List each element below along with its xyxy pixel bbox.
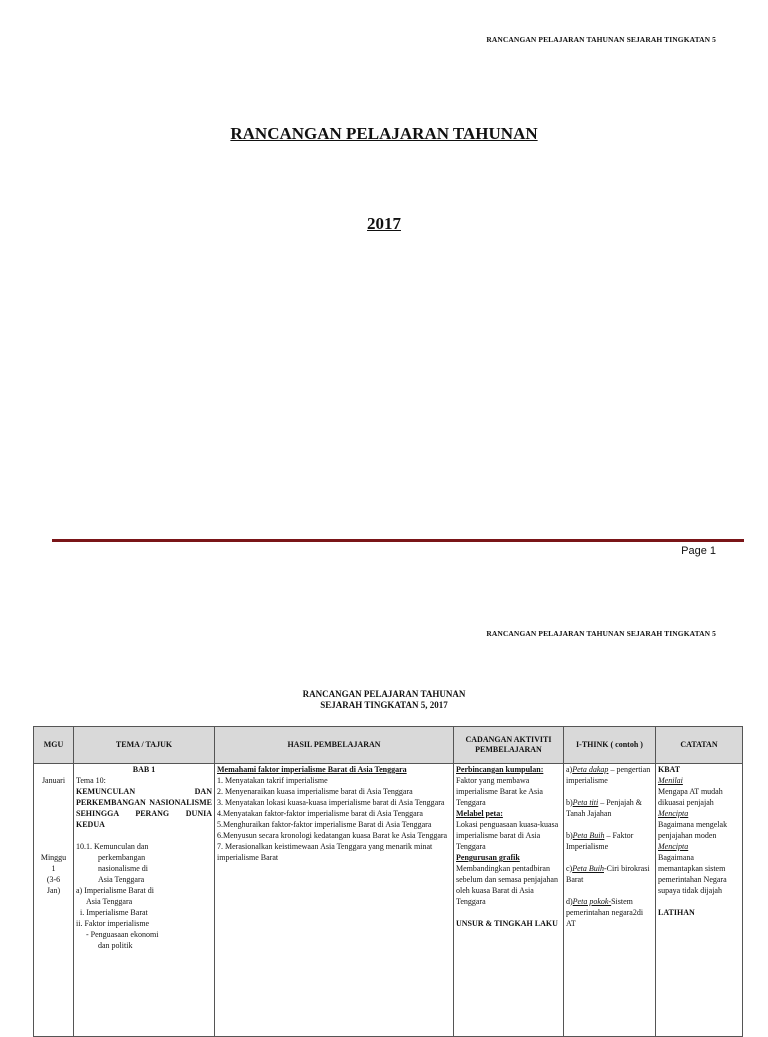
lesson-plan-table — [33, 726, 743, 1037]
col-header-mgu: MGU — [34, 727, 74, 764]
mencipta-label: Mencipta — [658, 809, 689, 818]
hasil-item: 1. Menyatakan takrif imperialisme — [217, 776, 328, 785]
week-label: Minggu — [40, 853, 67, 862]
cell-hasil — [215, 764, 454, 1037]
ithink-c: c)Peta Buih-Ciri birokrasi Barat — [566, 864, 650, 884]
aktiviti-heading-1: Perbincangan kumpulan: — [456, 765, 544, 774]
week-number: 1 — [51, 864, 56, 873]
hasil-heading: Memahami faktor imperialisme Barat di Asia Tenggara — [217, 765, 407, 774]
menilai-label: Menilai — [658, 776, 683, 785]
table-row — [34, 764, 743, 1037]
catatan-text-3: Bagaimana memantapkan sistem pemerintahan Negara supaya tidak dijajah — [658, 853, 727, 895]
year-title: 2017 — [367, 214, 401, 233]
footer-rule — [52, 539, 744, 542]
aktiviti-heading-3: Pengurusan grafik — [456, 853, 520, 862]
running-header-2: RANCANGAN PELAJARAN TAHUNAN SEJARAH TINGKATAN 5 — [486, 629, 716, 638]
month-label: Januari — [41, 776, 66, 785]
cell-aktiviti — [454, 764, 564, 1037]
subtopic-number: 10.1. Kemunculan dan — [76, 842, 149, 851]
catatan-text-2: Bagaimana mengelak penjajahan moden — [658, 820, 728, 840]
cell-catatan — [656, 764, 743, 1037]
hasil-item: 2. Menyenaraikan kuasa imperialisme barat di Asia Tenggara — [217, 787, 413, 796]
week-dates-2: Jan) — [46, 886, 61, 895]
latihan-label: LATIHAN — [658, 908, 695, 917]
doc-title-line-1: RANCANGAN PELAJARAN TAHUNAN — [302, 689, 466, 699]
subtopic-line-3: nasionalisme di — [98, 864, 148, 873]
mencipta-label-2: Mencipta — [658, 842, 689, 851]
aktiviti-text-1: Faktor yang membawa imperialisme Barat ke Asia Tenggara — [456, 776, 543, 807]
tema-number: Tema 10: — [76, 776, 106, 785]
col-header-hasil: HASIL PEMBELAJARAN — [215, 727, 454, 764]
col-header-catatan: CATATAN — [656, 727, 743, 764]
tema-title: KEMUNCULAN DAN PERKEMBANGAN NASIONALISME SEHINGGA PERANG DUNIA KEDUA — [76, 787, 212, 829]
aktiviti-heading-4: UNSUR & TINGKAH LAKU — [456, 919, 558, 928]
kbat-label: KBAT — [658, 765, 681, 774]
table-header-row — [34, 727, 743, 764]
col-header-tema: TEMA / TAJUK — [74, 727, 215, 764]
page-number: Page 1 — [681, 545, 716, 557]
cell-mgu — [34, 764, 74, 1037]
ithink-d: d)Peta pokok-Sistem pemerintahan negara2di AT — [566, 897, 644, 928]
point-a: a) Imperialisme Barat di — [76, 886, 154, 895]
point-ii: ii. Faktor imperialisme — [76, 919, 150, 928]
hasil-item: 3. Menyatakan lokasi kuasa-kuasa imperialisme barat di Asia Tenggara — [217, 798, 445, 807]
ithink-b: b)Peta titi – Penjajah & Tanah Jajahan — [566, 798, 643, 818]
hasil-item: 6.Menyusun secara kronologi kedatangan kuasa Barat ke Asia Tenggara — [217, 831, 448, 840]
catatan-text-1: Mengapa AT mudah dikuasai penjajah — [658, 787, 723, 807]
week-dates: (3-6 — [46, 875, 61, 884]
page-title: RANCANGAN PELAJARAN TAHUNAN — [230, 124, 538, 143]
cell-tema — [74, 764, 215, 1037]
bab-label: BAB 1 — [132, 765, 156, 774]
aktiviti-heading-2: Melabel peta: — [456, 809, 503, 818]
col-header-aktiviti: CADANGAN AKTIVITI PEMBELAJARAN — [454, 727, 564, 764]
point-dash-cont: dan politik — [98, 941, 133, 950]
subtopic-line-2: perkembangan — [98, 853, 146, 862]
hasil-item: 7. Merasionalkan keistimewaan Asia Tenggara yang menarik minat imperialisme Barat — [217, 842, 433, 862]
point-i: i. Imperialisme Barat — [80, 908, 148, 917]
running-header: RANCANGAN PELAJARAN TAHUNAN SEJARAH TINGKATAN 5 — [486, 35, 716, 44]
point-dash: - Penguasaan ekonomi — [86, 930, 159, 939]
aktiviti-text-2: Lokasi penguasaan kuasa-kuasa imperialisme barat di Asia Tenggara — [456, 820, 559, 851]
doc-title-line-2: SEJARAH TINGKATAN 5, 2017 — [320, 700, 448, 710]
subtopic-line-4: Asia Tenggara — [98, 875, 145, 884]
point-a-cont: Asia Tenggara — [86, 897, 133, 906]
aktiviti-text-3: Membandingkan pentadbiran sebelum dan semasa penjajahan oleh kuasa Barat di Asia Tenggara — [456, 864, 558, 906]
hasil-item: 4.Menyatakan faktor-faktor imperialisme barat di Asia Tenggara — [217, 809, 423, 818]
cell-ithink — [564, 764, 656, 1037]
hasil-item: 5.Menghuraikan faktor-faktor imperialisme Barat di Asia Tenggara — [217, 820, 432, 829]
col-header-ithink: I-THINK ( contoh ) — [564, 727, 656, 764]
ithink-b2: b)Peta Buih – Faktor Imperialisme — [566, 831, 634, 851]
ithink-a: a)Peta dakap – pengertian imperialisme — [566, 765, 651, 785]
